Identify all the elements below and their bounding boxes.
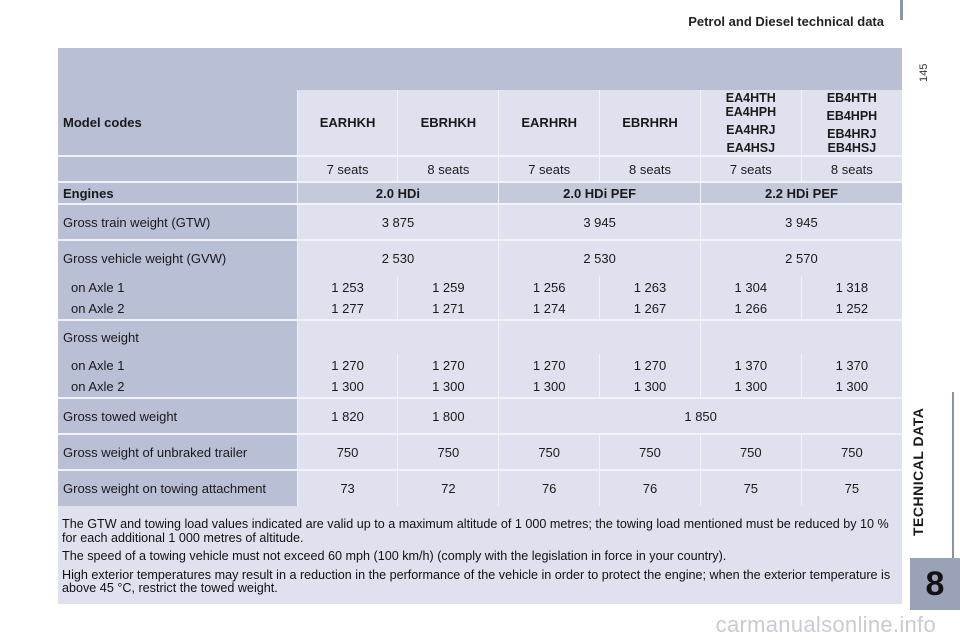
gross-weight-row bbox=[58, 320, 902, 354]
notes bbox=[62, 518, 898, 601]
axle-cell: 1 277 bbox=[297, 298, 398, 320]
model-code: EA4HSJ bbox=[726, 140, 776, 155]
axle-cell: 1 252 bbox=[835, 301, 869, 316]
axle-cell: 1 300 bbox=[835, 379, 869, 394]
axle-cell: 1 304 bbox=[700, 276, 801, 298]
model-code-stack bbox=[705, 91, 797, 155]
attachment-cell: 72 bbox=[398, 470, 499, 506]
empty-cell bbox=[700, 320, 902, 354]
gvw-cell: 2 530 bbox=[297, 240, 499, 276]
gtw-cell: 3 875 bbox=[297, 204, 499, 240]
model-code-cell bbox=[700, 90, 801, 156]
seats-cell: 8 seats bbox=[600, 156, 701, 182]
header-rule bbox=[900, 0, 903, 20]
attachment-cell: 73 bbox=[297, 470, 398, 506]
note-temperature: High exterior temperatures may result in a reduction in the performance of the vehicle in order to protect the engine; when the exterior temperature is above 45 °C, restrict the towed weight. bbox=[62, 567, 891, 595]
empty-cell bbox=[297, 320, 499, 354]
attachment-cell: 75 bbox=[801, 470, 902, 506]
attachment-cell: 76 bbox=[499, 470, 600, 506]
axle-cell: 1 370 bbox=[835, 357, 869, 373]
gvw-axle1-row bbox=[58, 276, 902, 298]
gtw-cell: 3 945 bbox=[499, 204, 701, 240]
note-speed: The speed of a towing vehicle must not exceed 60 mph (100 km/h) (comply with the legislation in force in your country). bbox=[62, 549, 727, 563]
towing-attachment-label: Gross weight on towing attachment bbox=[58, 470, 297, 506]
gvw-axle1-label: on Axle 1 bbox=[58, 276, 297, 298]
technical-data-panel bbox=[58, 48, 902, 604]
model-code: EA4HRJ bbox=[726, 122, 776, 137]
towed-weight-row bbox=[58, 398, 902, 434]
empty-cell bbox=[499, 320, 701, 354]
model-code-cell bbox=[398, 90, 499, 156]
gross-weight-label: Gross weight bbox=[58, 320, 297, 354]
towed-weight-label: Gross towed weight bbox=[58, 398, 297, 434]
towing-attachment-row bbox=[58, 470, 902, 506]
gvw-cell: 2 530 bbox=[499, 240, 701, 276]
model-code-cell bbox=[297, 90, 398, 156]
model-code: EBRHRH bbox=[622, 115, 678, 130]
axle-cell: 1 270 bbox=[297, 354, 398, 376]
seats-cell: 7 seats bbox=[297, 156, 398, 182]
towed-cell: 1 820 bbox=[297, 398, 398, 434]
axle-cell: 1 370 bbox=[700, 354, 801, 376]
axle-cell: 1 300 bbox=[700, 376, 801, 398]
towed-cell: 1 800 bbox=[398, 398, 499, 434]
model-code-stack bbox=[806, 91, 898, 155]
page-title: Petrol and Diesel technical data bbox=[688, 14, 884, 29]
model-code: EA4HTH bbox=[725, 90, 776, 105]
gtw-row bbox=[58, 204, 902, 240]
gw-axle1-row bbox=[58, 354, 902, 376]
axle-cell: 1 266 bbox=[700, 298, 801, 320]
axle-cell: 1 259 bbox=[398, 276, 499, 298]
axle-cell: 1 300 bbox=[297, 376, 398, 398]
section-title: TECHNICAL DATA bbox=[910, 407, 926, 537]
note-altitude: The GTW and towing load values indicated are valid up to a maximum altitude of 1 000 metres; the towing load mentioned must be reduced by 10 % for each additional 1 000 metres of altitude. bbox=[62, 517, 889, 545]
seats-cell: 8 seats bbox=[801, 156, 902, 182]
model-code-cell bbox=[600, 90, 701, 156]
model-code: EBRHKH bbox=[420, 115, 477, 130]
seats-label bbox=[58, 156, 297, 182]
gvw-row bbox=[58, 240, 902, 276]
axle-cell: 1 256 bbox=[499, 276, 600, 298]
seats-cell: 8 seats bbox=[398, 156, 499, 182]
attachment-cell: 75 bbox=[700, 470, 801, 506]
axle-cell: 1 270 bbox=[600, 354, 701, 376]
technical-data-table bbox=[58, 90, 902, 506]
model-code: EB4HSJ bbox=[827, 140, 877, 155]
gw-axle2-label: on Axle 2 bbox=[58, 376, 297, 398]
unbraked-cell: 750 bbox=[398, 434, 499, 470]
gw-axle1-label: on Axle 1 bbox=[58, 354, 297, 376]
axle-cell: 1 300 bbox=[600, 376, 701, 398]
axle-cell: 1 271 bbox=[398, 298, 499, 320]
axle-cell: 1 300 bbox=[499, 376, 600, 398]
gtw-cell: 3 945 bbox=[700, 204, 902, 240]
model-code: EB4HRJ bbox=[827, 126, 877, 141]
axle-cell: 1 267 bbox=[600, 298, 701, 320]
section-number-badge: 8 bbox=[910, 558, 960, 610]
axle-cell: 1 253 bbox=[297, 276, 398, 298]
attachment-cell: 76 bbox=[600, 470, 701, 506]
engine-cell: 2.0 HDi bbox=[297, 182, 499, 204]
seats-cell: 7 seats bbox=[499, 156, 600, 182]
axle-cell: 1 270 bbox=[499, 354, 600, 376]
page-header bbox=[0, 0, 900, 44]
engine-cell: 2.0 HDi PEF bbox=[499, 182, 701, 204]
axle-cell: 1 263 bbox=[600, 276, 701, 298]
model-code: EARHRH bbox=[521, 115, 577, 130]
model-codes-label: Model codes bbox=[58, 90, 297, 156]
axle-cell: 1 274 bbox=[499, 298, 600, 320]
model-code: EA4HPH bbox=[725, 104, 777, 119]
panel-top-band bbox=[58, 48, 902, 90]
axle-cell: 1 300 bbox=[398, 376, 499, 398]
towed-cell: 1 850 bbox=[499, 398, 902, 434]
model-code: EB4HPH bbox=[826, 108, 878, 123]
unbraked-trailer-label: Gross weight of unbraked trailer bbox=[58, 434, 297, 470]
engines-row bbox=[58, 182, 902, 204]
model-code-cell bbox=[801, 90, 902, 156]
seats-cell: 7 seats bbox=[700, 156, 801, 182]
seats-row bbox=[58, 156, 902, 182]
model-code: EB4HTH bbox=[826, 90, 877, 105]
unbraked-trailer-row bbox=[58, 434, 902, 470]
engines-label: Engines bbox=[58, 182, 297, 204]
model-code-cell bbox=[499, 90, 600, 156]
unbraked-cell: 750 bbox=[801, 434, 902, 470]
watermark: carmanualsonline.info bbox=[715, 612, 936, 637]
unbraked-cell: 750 bbox=[297, 434, 398, 470]
gvw-label: Gross vehicle weight (GVW) bbox=[58, 240, 297, 276]
model-code: EARHKH bbox=[319, 115, 376, 130]
engine-cell: 2.2 HDi PEF bbox=[700, 182, 902, 204]
gvw-axle2-label: on Axle 2 bbox=[58, 298, 297, 320]
axle-cell: 1 318 bbox=[835, 279, 869, 295]
gvw-cell: 2 570 bbox=[700, 240, 902, 276]
axle-cell: 1 270 bbox=[398, 354, 499, 376]
unbraked-cell: 750 bbox=[700, 434, 801, 470]
unbraked-cell: 750 bbox=[600, 434, 701, 470]
gw-axle2-row bbox=[58, 376, 902, 398]
section-rule bbox=[952, 392, 954, 562]
gtw-label: Gross train weight (GTW) bbox=[58, 204, 297, 240]
unbraked-cell: 750 bbox=[499, 434, 600, 470]
model-codes-row bbox=[58, 90, 902, 156]
page-number: 145 bbox=[918, 63, 930, 83]
gvw-axle2-row bbox=[58, 298, 902, 320]
